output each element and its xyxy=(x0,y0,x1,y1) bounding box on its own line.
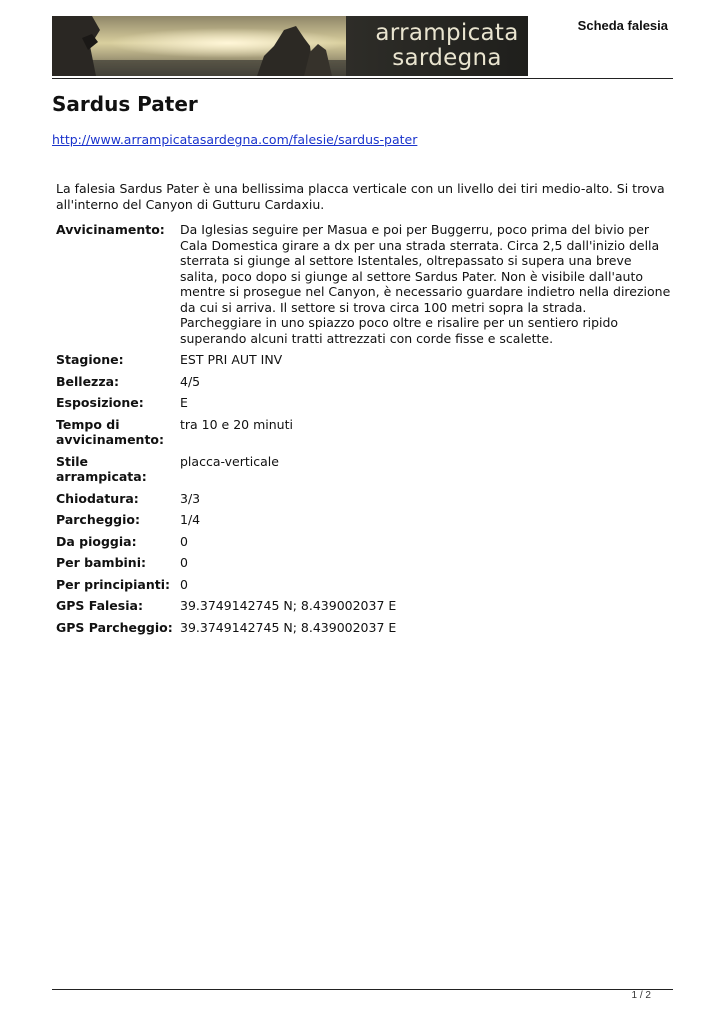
detail-value-gps-falesia: 39.3749142745 N; 8.439002037 E xyxy=(180,598,397,613)
page-url-link[interactable]: http://www.arrampicatasardegna.com/falesie/sardus-pater xyxy=(52,132,418,147)
detail-label-da-pioggia: Da pioggia: xyxy=(56,533,137,549)
table-row xyxy=(55,417,671,448)
details-table xyxy=(53,216,673,641)
detail-value-avvicinamento: Da Iglesias seguire per Masua e poi per Buggerru, poco prima del bivio per Cala Domestica girare a dx per una strada sterrata. Circa 2,5 dall'inizio della sterrata si giunge al settore Istentales, oltrepassato si supera una breve salita, poco dopo si giunge al settore Sardus Pater. Non è visibile dall'auto mentre si prosegue nel Canyon, è necessario guardare indietro nella direzione da cui si arriva. Il settore si trova circa 100 metri sopra la strada. Parcheggiare in uno spiazzo poco oltre e risalire per un sentiero ripido superando alcuni tratti attrezzati con corde fisse e scalette. xyxy=(180,222,671,346)
detail-label-avvicinamento: Avvicinamento: xyxy=(56,222,165,237)
detail-value-parcheggio: 1/4 xyxy=(180,512,201,527)
detail-value-stagione: EST PRI AUT INV xyxy=(180,352,283,367)
page-number: 1 / 2 xyxy=(631,990,651,1001)
document-type-label: Scheda falesia xyxy=(577,18,668,33)
intro-text: La falesia Sardus Pater è una bellissima placca verticale con un livello dei tiri medio-alto. Si trova all'interno del Canyon di Gutturu Cardaxiu. xyxy=(56,181,665,212)
detail-label-esposizione: Esposizione: xyxy=(56,395,144,410)
table-row xyxy=(55,222,671,346)
table-row xyxy=(55,374,671,390)
table-row xyxy=(55,620,671,636)
banner-title: arrampicata sardegna xyxy=(375,20,519,71)
table-row xyxy=(55,598,671,614)
detail-label-stile-arrampicata: Stile arrampicata: xyxy=(56,453,147,484)
header-divider xyxy=(52,78,673,79)
detail-label-bellezza: Bellezza: xyxy=(56,373,120,389)
detail-label-per-bambini: Per bambini: xyxy=(56,555,146,570)
detail-label-chiodatura: Chiodatura: xyxy=(56,490,139,506)
detail-value-esposizione: E xyxy=(180,395,188,410)
footer-divider xyxy=(52,989,673,990)
table-row xyxy=(55,512,671,528)
detail-value-per-bambini: 0 xyxy=(180,555,188,570)
table-row xyxy=(55,577,671,593)
detail-label-tempo-avvicinamento: Tempo di avvicinamento: xyxy=(56,416,165,447)
detail-value-bellezza: 4/5 xyxy=(180,373,201,389)
header-banner xyxy=(52,16,528,76)
detail-value-per-principianti: 0 xyxy=(180,576,188,592)
table-row xyxy=(55,395,671,411)
detail-label-per-principianti: Per principianti: xyxy=(56,576,170,592)
detail-label-gps-parcheggio: GPS Parcheggio: xyxy=(56,619,173,635)
table-row xyxy=(55,534,671,550)
table-row xyxy=(55,352,671,368)
table-row xyxy=(55,491,671,507)
detail-label-gps-falesia: GPS Falesia: xyxy=(56,598,143,613)
detail-value-da-pioggia: 0 xyxy=(180,533,188,549)
detail-value-stile-arrampicata: placca-verticale xyxy=(180,453,279,469)
detail-value-gps-parcheggio: 39.3749142745 N; 8.439002037 E xyxy=(180,619,397,635)
detail-label-stagione: Stagione: xyxy=(56,352,124,367)
table-row xyxy=(55,555,671,571)
table-row xyxy=(55,454,671,485)
detail-value-chiodatura: 3/3 xyxy=(180,490,201,506)
page-title: Sardus Pater xyxy=(52,92,198,116)
detail-label-parcheggio: Parcheggio: xyxy=(56,512,140,527)
detail-value-tempo-avvicinamento: tra 10 e 20 minuti xyxy=(180,416,293,432)
